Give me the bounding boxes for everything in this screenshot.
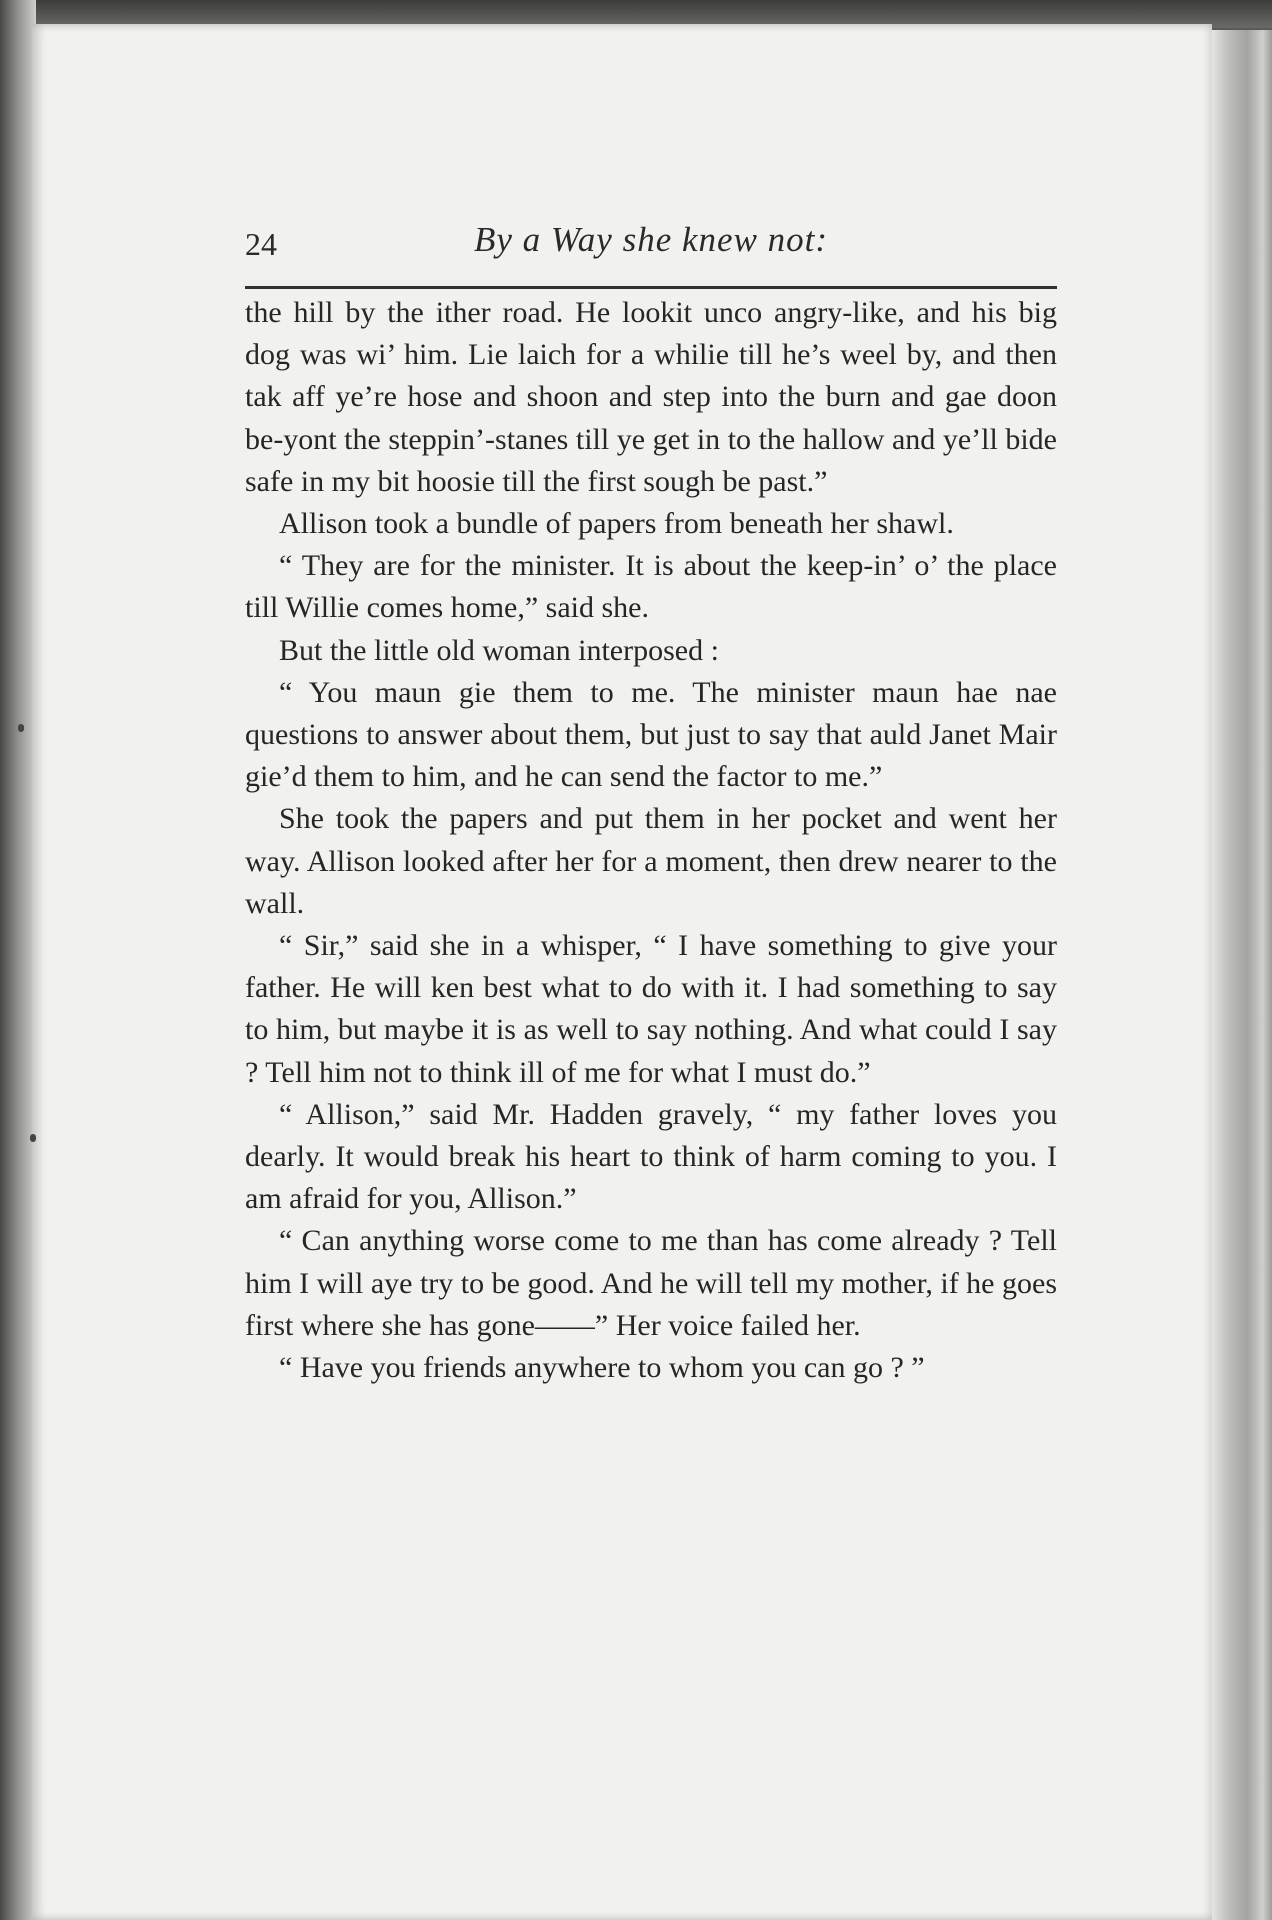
paragraph: “ You maun gie them to me. The minister maun hae nae questions to answer about them, but just to say that auld Janet Mair gie’d them to him, and he can send the factor to me.” (245, 675, 1057, 794)
paragraph: “ They are for the minister. It is about the keep-in’ o’ the place till Willie comes home,” said she. (245, 549, 1057, 625)
running-title: By a Way she knew not: (473, 220, 829, 259)
page-stack-edge (1210, 30, 1272, 1920)
paragraph: Allison took a bundle of papers from beneath her shawl. (279, 507, 954, 541)
paragraph: “ Have you friends anywhere to whom you can go ? ” (279, 1351, 925, 1385)
paragraph: “ Can anything worse come to me than has come already ? Tell him I will aye try to be good. And he will tell my mother, if he goes first where she has gone——” Her voice failed her. (245, 1224, 1057, 1342)
page-header (245, 214, 1057, 274)
paragraph: She took the papers and put them in her pocket and went her way. Allison looked after her for a moment, then drew nearer to the wall. (245, 802, 1057, 920)
book-spine-edge (0, 0, 36, 1920)
paragraph: “ Sir,” said she in a whisper, “ I have something to give your father. He will ken best what to do with it. I had something to say to him, but maybe it is as well to say nothing. And what could I say ? Tell him not to think ill of me for what I must do.” (245, 929, 1057, 1089)
body-text (245, 292, 1057, 1389)
margin-mark (18, 724, 24, 732)
paragraph: “ Allison,” said Mr. Hadden gravely, “ my father loves you dearly. It would break his heart to think of harm coming to you. I am afraid for you, Allison.” (245, 1097, 1057, 1216)
paragraph: the hill by the ither road. He lookit unco angry-like, and his big dog was wi’ him. Lie laich for a whilie till he’s weel by, and then tak aff ye’re hose and shoon and step into the burn and gae doon be-yont the steppin’-stanes till ye get in to the hallow and ye’ll bide safe in my bit hoosie till the first sough be past.” (245, 296, 1057, 498)
margin-mark (30, 1134, 36, 1142)
header-rule (245, 286, 1057, 289)
paragraph: But the little old woman interposed : (279, 633, 719, 667)
page-number: 24 (245, 226, 277, 262)
